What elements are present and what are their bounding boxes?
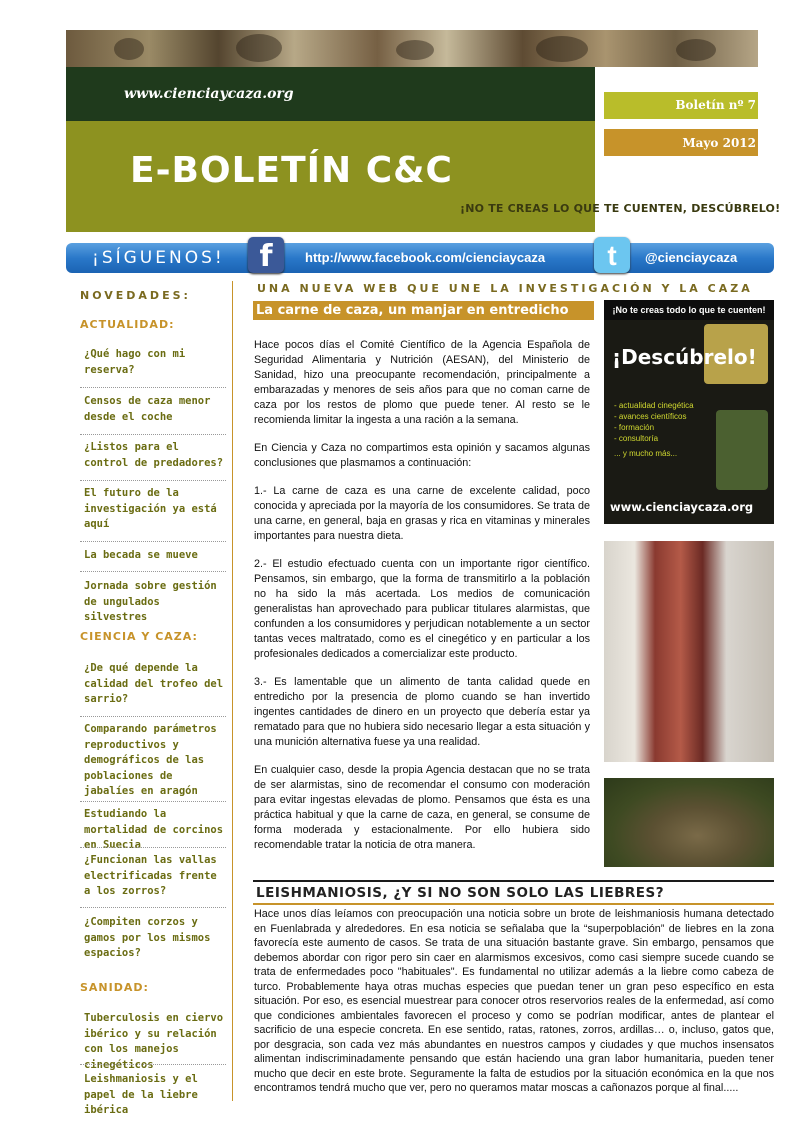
site-url[interactable]: www.cienciaycaza.org [124, 86, 294, 102]
sidebar-section-label: ACTUALIDAD: [80, 318, 175, 331]
sidebar-item[interactable]: La becada se mueve [84, 549, 198, 561]
section-heading: UNA NUEVA WEB QUE UNE LA INVESTIGACIÓN Y LA CAZA [257, 282, 753, 295]
sidebar-item[interactable]: El futuro de la investigación ya está aquí [84, 487, 217, 530]
sidebar-item[interactable]: ¿Qué hago con mi reserva? [84, 348, 186, 376]
sidebar-item[interactable]: Jornada sobre gestión de ungulados silvestres [84, 580, 217, 623]
sidebar-divider [80, 907, 226, 908]
sidebar-divider [80, 847, 226, 848]
sidebar-divider [80, 1064, 226, 1065]
facebook-icon[interactable]: f [248, 237, 284, 273]
slogan-part-1: ¡NO TE CREAS LO QUE [460, 202, 600, 215]
promo-url: www.cienciaycaza.org [610, 500, 754, 514]
sidebar-divider [80, 541, 226, 542]
sidebar-heading: NOVEDADES: [80, 289, 191, 302]
article-paragraph: En cualquier caso, desde la propia Agencia destacan que no se trata de ser alarmistas, sino de recomendar el consumo con moderación para evitar ingestas elevadas de plomo. Pensamos que ésta es una práctica habitual y que la carne de caza, en general, se consume de forma moderada y estacionalmente. Por ello hubiera sido recomendable tratar la noticia de otra manera. [254, 764, 590, 851]
article-paragraph: 3.- Es lamentable que un alimento de tanta calidad quede en entredicho por la presencia de plomo cuando se han invertido ingentes cantidades de dinero en un proyecto que debería estar ya rematado para que no hubiera sido necesario llegar a esta situación y una munición alternativa fuese ya una realidad. [254, 676, 590, 748]
article-divider [253, 903, 774, 905]
sidebar-item[interactable]: Tuberculosis en ciervo ibérico y su relación con los manejos cinegéticos [84, 1012, 224, 1071]
game-meat-photo [604, 541, 774, 762]
sidebar-divider [80, 434, 226, 435]
sidebar-divider [80, 801, 226, 802]
sidebar-section-label: SANIDAD: [80, 981, 149, 994]
sidebar-item[interactable]: Leishmaniosis y el papel de la liebre ibérica [84, 1073, 198, 1116]
sidebar-item[interactable]: ¿Funcionan las vallas electrificadas frente a los zorros? [84, 854, 217, 897]
article-title: LEISHMANIOSIS, ¿Y SI NO SON SOLO LAS LIEBRES? [256, 885, 665, 901]
hare-photo [604, 778, 774, 867]
article-paragraph: 2.- El estudio efectuado cuenta con un importante rigor científico. Pensamos, sin embargo, que la forma de transmitirlo a la población no ha sido la más acertada. Los medios de comunicación generalistas han aprovechado para publicar titulares alarmistas, que confunden a los consumidores y perjudican notablemente a un sector tantas veces maltratado, como es el cinegético y en particular a los profesionales dedicados a comercializar este producto. [254, 558, 590, 660]
article-paragraph: 1.- La carne de caza es una carne de excelente calidad, poco conocida y apreciada por la mayoría de los consumidores. Se trata de una carne, en general, baja en grasas y rica en vitaminas y minerales importantes para nuestra dieta. [254, 485, 590, 542]
article-body [254, 338, 590, 866]
promo-headline: ¡Descúbrelo! [612, 345, 757, 369]
facebook-link[interactable]: http://www.facebook.com/cienciaycaza [305, 250, 546, 265]
sidebar-item[interactable]: ¿De qué depende la calidad del trofeo del sarrio? [84, 662, 224, 705]
sidebar-section-label: CIENCIA Y CAZA: [80, 630, 198, 643]
slogan [460, 202, 780, 215]
issue-date: Mayo 2012 [682, 136, 756, 150]
promo-list: - actualidad cinegética - avances científicos - formación - consultoría ... y mucho más... [614, 401, 694, 458]
sidebar-item[interactable]: ¿Listos para el control de predadores? [84, 441, 224, 469]
sidebar-divider [80, 387, 226, 388]
slogan-part-2: TE CUENTEN, DESCÚBRELO! [604, 202, 781, 215]
sidebar-divider [80, 716, 226, 717]
article-divider [253, 880, 774, 882]
sidebar [66, 281, 233, 1116]
sidebar-item[interactable]: ¿Compiten corzos y gamos por los mismos espacios? [84, 916, 211, 959]
article-title: La carne de caza, un manjar en entredicho [253, 301, 594, 320]
article-paragraph: En Ciencia y Caza no compartimos esta opinión y sacamos algunas conclusiones que plasmamos a continuación: [254, 442, 590, 469]
twitter-link[interactable]: @cienciaycaza [645, 250, 738, 265]
sidebar-divider [80, 480, 226, 481]
sidebar-item[interactable]: Censos de caza menor desde el coche [84, 395, 211, 423]
sidebar-divider [80, 571, 226, 572]
header-photo-strip [66, 30, 758, 67]
sidebar-item[interactable]: Estudiando la mortalidad de corcinos en Suecia [84, 808, 224, 851]
promo-top-text: ¡No te creas todo lo que te cuenten! [604, 300, 774, 320]
twitter-icon[interactable]: t [594, 237, 630, 273]
issue-number: Boletín nº 7 [675, 98, 756, 112]
sidebar-item[interactable]: Comparando parámetros reproductivos y demográficos de las poblaciones de jabalíes en aragón [84, 723, 217, 797]
article-body: Hace unos días leíamos con preocupación una noticia sobre un brote de leishmaniosis humana detectado en Fuenlabrada y alrededores. En esa noticia se señalaba que la “superpoblación” de liebres en la zona favorecía este aumento de casos. Se trata de una situación bastante grave. Sin embargo, pensamos que debemos abordar con rigor pero sin caer en alarmismos excesivos, como casi siempre sucede cuando se trata de enfermedades poco "habituales". Es fundamental no utilizar además a la liebre como cabeza de turco. Probablemente haya otras muchas especies que puedan tener un gran peso específico en esta situación. Por eso, es esencial muestrear para conocer otros reservorios reales de la enfermedad, así como que condiciones ambientales favorecen el proceso y como se podrían modificar, antes de plantear el sacrificio de una especie concreta. En ese sentido, ratas, ratones, zorros, ardillas… o, incluso, gatos que, por desgracia, son cada vez más abundantes en nuestros campos y ciudades y que muchos insensatos alimentan indiscriminadamente pensando que están haciendo una gran labor humanitaria, pueden tener mucho que decir en este brote. Seguramente la falta de estudios por la situación económica en la que nos encontramos tendrá mucho que ver, pero no queramos matar moscas a cañonazos porque al final..... [254, 908, 774, 1094]
article-paragraph: Hace pocos días el Comité Científico de la Agencia Española de Seguridad Alimentaria y Nutrición (AESAN), del Ministerio de Sanidad, hizo una preocupante recomendación, principalmente a embarazadas y menores de seis años para que no coman carne de caza por los restos de plomo que puede tener. Al resto se le recomienda limitar la ingesta a una ración a la semana. [254, 339, 590, 426]
newsletter-title: E-BOLETÍN C&C [130, 150, 453, 191]
follow-label: ¡SÍGUENOS! [92, 248, 225, 268]
promo-image [604, 300, 774, 524]
